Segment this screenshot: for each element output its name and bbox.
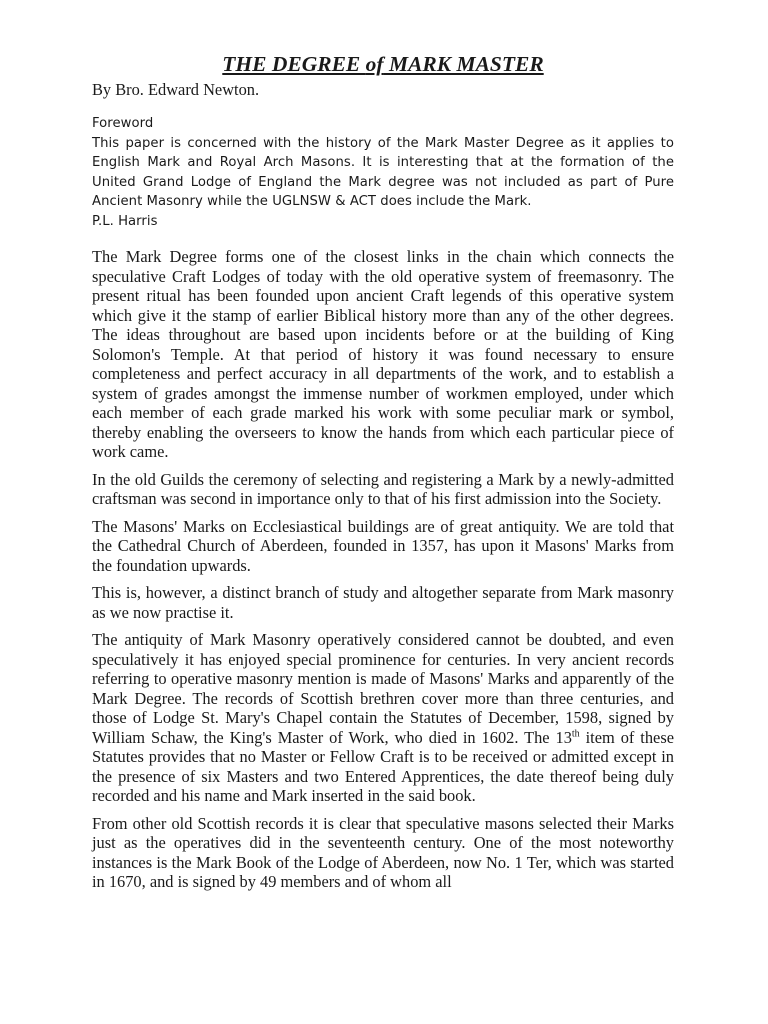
- paragraph-5-end: item of these Statutes provides that no Master or Fellow Craft is to be received or admitted except in the presence of six Masters and two Entered Apprentices, the date thereof being duly recorded and his name and Mark inserted in the said book.: [92, 727, 674, 805]
- document-title: [92, 50, 674, 78]
- document-page: [92, 50, 674, 900]
- paragraph-5: [92, 630, 674, 806]
- foreword-signature: P.L. Harris: [92, 213, 158, 229]
- paragraph-6: From other old Scottish records it is clear that speculative masons selected their Marks just as the operatives did in the seventeenth century. One of the most noteworthy instances is the Mark Book of the Lodge of Aberdeen, now No. 1 Ter, which was started in 1670, and is signed by 49 members and of whom all: [92, 813, 674, 891]
- foreword-text: This paper is concerned with the history of the Mark Master Degree as it applies to English Mark and Royal Arch Masons. It is interesting that at the formation of the United Grand Lodge of England the Mark degree was not included as part of Pure Ancient Masonry while the UGLNSW & ACT does include the Mark.: [92, 135, 674, 209]
- title-of: of: [365, 52, 384, 76]
- title-part-2: MARK MASTER: [383, 52, 544, 76]
- paragraph-1: The Mark Degree forms one of the closest links in the chain which connects the speculative Craft Lodges of today with the old operative system of freemasonry. The present ritual has been founded upon ancient Craft legends of this operative system which give it the stamp of earlier Biblical history more than any of the other degrees. The ideas throughout are based upon incidents before or at the building of King Solomon's Temple. At that period of history it was found necessary to ensure completeness and perfect accuracy in all departments of the work, and to establish a system of grades amongst the immense number of workmen employed, under which each member of each grade marked his work with some peculiar mark or symbol, thereby enabling the overseers to know the hands from which each particular piece of work came.: [92, 247, 674, 461]
- title-part-1: THE DEGREE: [222, 52, 366, 76]
- foreword-heading: Foreword: [92, 116, 154, 131]
- foreword-section: [92, 114, 674, 231]
- paragraph-5-start: The antiquity of Mark Masonry operatively considered cannot be doubted, and even speculatively it has enjoyed special prominence for centuries. In very ancient records referring to operative masonry mention is made of Masons' Marks and apparently of the Mark Degree. The records of Scottish brethren cover more than three centuries, and those of Lodge St. Mary's Chapel contain the Statutes of December, 1598, signed by William Schaw, the King's Master of Work, who died in 1602. The 13: [92, 630, 674, 747]
- paragraph-2: In the old Guilds the ceremony of selecting and registering a Mark by a newly-admitted craftsman was second in importance only to that of his first admission into the Society.: [92, 469, 674, 508]
- paragraph-3: The Masons' Marks on Ecclesiastical buildings are of great antiquity. We are told that the Cathedral Church of Aberdeen, founded in 1357, has upon it Masons' Marks from the foundation upwards.: [92, 516, 674, 575]
- author-byline: By Bro. Edward Newton.: [92, 80, 260, 99]
- paragraph-4: This is, however, a distinct branch of study and altogether separate from Mark masonry as we now practise it.: [92, 583, 674, 622]
- body-text: [92, 247, 674, 892]
- ordinal-superscript: th: [571, 728, 580, 740]
